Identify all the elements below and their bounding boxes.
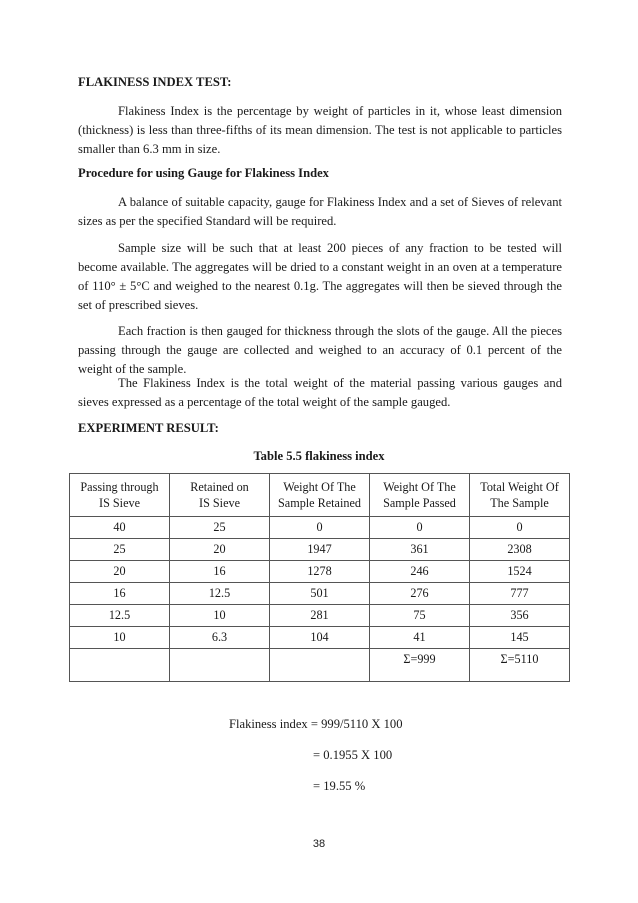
table-row — [70, 539, 570, 561]
procedure-paragraph-2: Sample size will be such that at least 200 pieces of any fraction to be tested will become available. The aggregates will be dried to a constant weight in an oven at a temperature of 110° ± 5°C and weighed to the nearest 0.1g. The aggregates will then be sieved through the set of prescribed sieves. — [78, 241, 562, 312]
header-weight-passed — [370, 474, 470, 517]
table-cell: 281 — [270, 605, 370, 627]
header-line: IS Sieve — [99, 496, 140, 510]
flakiness-table — [69, 473, 570, 682]
calculation-line-3: = 19.55 % — [313, 779, 366, 793]
header-line: Total Weight Of — [480, 480, 559, 494]
table-cell: 0 — [270, 517, 370, 539]
table-row — [70, 583, 570, 605]
table-cell: 10 — [170, 605, 270, 627]
table-cell: 25 — [70, 539, 170, 561]
header-line: Passing through — [80, 480, 159, 494]
header-line: Retained on — [190, 480, 249, 494]
table-caption: Table 5.5 flakiness index — [253, 449, 385, 463]
sum-total-cell: Σ=5110 — [470, 649, 570, 682]
calculation-line-2: = 0.1955 X 100 — [313, 748, 393, 762]
table-row — [70, 517, 570, 539]
result-title: EXPERIMENT RESULT: — [78, 421, 219, 435]
table-cell: 20 — [170, 539, 270, 561]
table-cell: 276 — [370, 583, 470, 605]
table-cell: 246 — [370, 561, 470, 583]
table-cell: 16 — [70, 583, 170, 605]
table-cell: 145 — [470, 627, 570, 649]
table-cell: 104 — [270, 627, 370, 649]
table-cell: 0 — [370, 517, 470, 539]
table-cell: 501 — [270, 583, 370, 605]
header-line: Sample Retained — [278, 496, 361, 510]
header-retained-sieve — [170, 474, 270, 517]
procedure-paragraph-3: Each fraction is then gauged for thickness through the slots of the gauge. All the pieces passing through the gauge are collected and weighed to an accuracy of 0.1 percent of the weight of the sample. — [78, 324, 562, 376]
table-cell: 16 — [170, 561, 270, 583]
table-cell: 777 — [470, 583, 570, 605]
table-cell: 20 — [70, 561, 170, 583]
table-row — [70, 627, 570, 649]
table-cell — [70, 649, 170, 682]
table-sum-row — [70, 649, 570, 682]
intro-paragraph: Flakiness Index is the percentage by weight of particles in it, whose least dimension (thickness) is less than three-fifths of its mean dimension. The test is not applicable to particles smaller than 6.3 mm in size. — [78, 104, 562, 156]
table-cell: 12.5 — [170, 583, 270, 605]
table-row — [70, 561, 570, 583]
table-cell: 10 — [70, 627, 170, 649]
page-number: 38 — [312, 838, 326, 850]
table-header-row — [70, 474, 570, 517]
table-cell: 1278 — [270, 561, 370, 583]
header-passing-sieve — [70, 474, 170, 517]
table-cell: 75 — [370, 605, 470, 627]
header-weight-retained — [270, 474, 370, 517]
header-line: Weight Of The — [383, 480, 456, 494]
section-title: FLAKINESS INDEX TEST: — [78, 75, 232, 89]
table-cell: 12.5 — [70, 605, 170, 627]
header-line: IS Sieve — [199, 496, 240, 510]
table-cell: 41 — [370, 627, 470, 649]
header-total-weight — [470, 474, 570, 517]
header-line: The Sample — [490, 496, 549, 510]
procedure-paragraph-4: The Flakiness Index is the total weight of the material passing various gauges and sieves expressed as a percentage of the total weight of the sample gauged. — [78, 376, 562, 409]
header-line: Weight Of The — [283, 480, 356, 494]
table-cell: 0 — [470, 517, 570, 539]
table-row — [70, 605, 570, 627]
table-cell: 40 — [70, 517, 170, 539]
procedure-title: Procedure for using Gauge for Flakiness Index — [78, 166, 329, 180]
table-cell — [170, 649, 270, 682]
procedure-paragraph-1: A balance of suitable capacity, gauge for Flakiness Index and a set of Sieves of relevant sizes as per the specified Standard will be required. — [78, 195, 562, 228]
table-cell: 2308 — [470, 539, 570, 561]
header-line: Sample Passed — [383, 496, 456, 510]
sum-passed-cell: Σ=999 — [370, 649, 470, 682]
calculation-line-1: Flakiness index = 999/5110 X 100 — [229, 717, 403, 731]
table-cell: 361 — [370, 539, 470, 561]
table-cell — [270, 649, 370, 682]
table-cell: 1524 — [470, 561, 570, 583]
table-cell: 25 — [170, 517, 270, 539]
table-cell: 356 — [470, 605, 570, 627]
table-cell: 1947 — [270, 539, 370, 561]
table-cell: 6.3 — [170, 627, 270, 649]
